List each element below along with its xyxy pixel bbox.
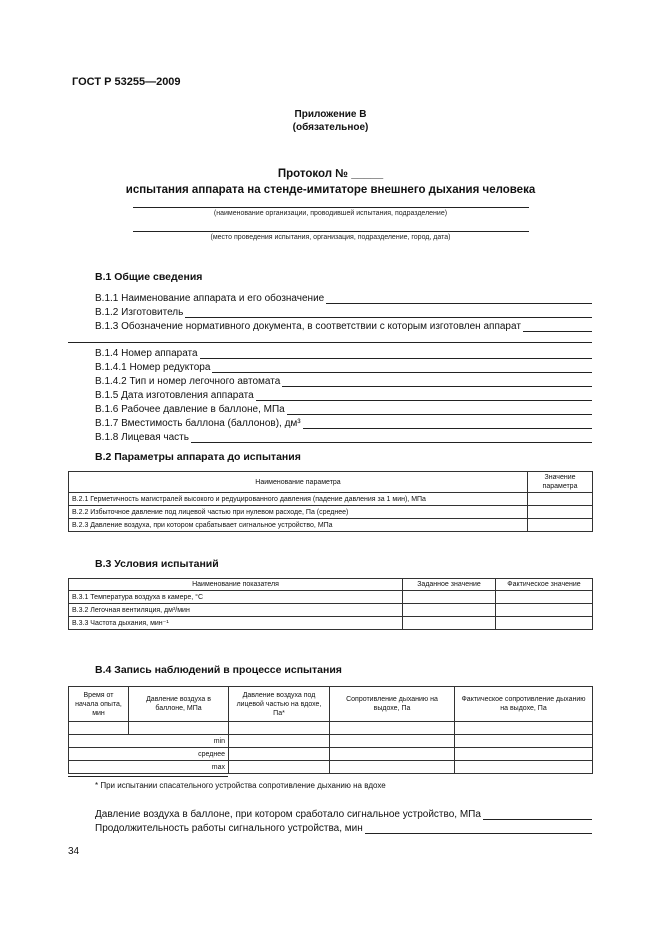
b3-row-set[interactable] — [403, 604, 496, 617]
field-b1-3-continuation — [68, 342, 592, 343]
table-row — [69, 735, 593, 748]
org-caption: (наименование организации, проводившей испытания, подразделение) — [213, 210, 448, 217]
section-b3-title: В.3 Условия испытаний — [95, 558, 219, 570]
b4-stat-mean: среднее — [69, 748, 229, 761]
b3-row-label: В.3.3 Частота дыхания, мин⁻¹ — [69, 617, 403, 630]
b4-stat-max: max — [69, 761, 229, 774]
field-alarm-pressure[interactable]: Давление воздуха в баллоне, при котором сработало сигнальное устройство, МПа — [95, 806, 592, 820]
table-b4 — [68, 686, 593, 774]
b3-col-actual: Фактическое значение — [496, 579, 593, 591]
b4-cell[interactable] — [229, 722, 330, 735]
b4-col-time: Время от начала опыта, мин — [69, 687, 129, 722]
appendix-status: (обязательное) — [292, 122, 369, 133]
field-b1-4[interactable]: В.1.4 Номер аппарата — [95, 345, 592, 359]
protocol-title: Протокол № _____ — [277, 168, 384, 180]
table-row — [69, 604, 593, 617]
b3-col-name: Наименование показателя — [69, 579, 403, 591]
b3-row-set[interactable] — [403, 591, 496, 604]
table-row — [69, 722, 593, 735]
b4-cell[interactable] — [229, 735, 330, 748]
protocol-subtitle: испытания аппарата на стенде-имитаторе внешнего дыхания человека — [125, 184, 536, 196]
b4-cell[interactable] — [330, 735, 455, 748]
b3-row-label: В.3.2 Легочная вентиляция, дм³/мин — [69, 604, 403, 617]
field-b1-2[interactable]: В.1.2 Изготовитель — [95, 304, 592, 318]
b2-row-label: В.2.1 Герметичность магистралей высокого и редуцированного давления (падение давления за 1 мин), МПа — [69, 493, 528, 506]
b4-col-actual-resistance: Фактическое сопротивление дыханию на выдохе, Па — [455, 687, 593, 722]
field-b1-6[interactable]: В.1.6 Рабочее давление в баллоне, МПа — [95, 401, 592, 415]
field-b1-3[interactable]: В.1.3 Обозначение нормативного документа, в соответствии с которым изготовлен аппарат — [95, 318, 592, 332]
field-b1-8[interactable]: В.1.8 Лицевая часть — [95, 429, 592, 443]
table-row — [69, 519, 593, 532]
b3-row-actual[interactable] — [496, 617, 593, 630]
b2-row-value[interactable] — [528, 493, 593, 506]
table-row — [69, 748, 593, 761]
b3-col-set: Заданное значение — [403, 579, 496, 591]
page-number: 34 — [68, 846, 80, 857]
b2-row-value[interactable] — [528, 506, 593, 519]
b3-row-label: В.3.1 Температура воздуха в камере, °С — [69, 591, 403, 604]
b4-cell[interactable] — [229, 761, 330, 774]
b3-row-actual[interactable] — [496, 591, 593, 604]
b2-row-label: В.2.2 Избыточное давление под лицевой частью при нулевом расходе, Па (среднее) — [69, 506, 528, 519]
b4-cell[interactable] — [330, 722, 455, 735]
field-alarm-duration[interactable]: Продолжительность работы сигнального устройства, мин — [95, 820, 592, 834]
place-caption: (место проведения испытания, организация, подразделение, город, дата) — [210, 234, 451, 241]
table-b2 — [68, 471, 593, 532]
table-b3 — [68, 578, 593, 630]
b3-row-actual[interactable] — [496, 604, 593, 617]
place-line — [133, 231, 529, 232]
b4-cell[interactable] — [330, 761, 455, 774]
appendix-title: Приложение В — [294, 109, 367, 120]
field-b1-1[interactable]: В.1.1 Наименование аппарата и его обозначение — [95, 290, 592, 304]
table-row — [69, 617, 593, 630]
b4-col-resistance: Сопротивление дыханию на выдохе, Па — [330, 687, 455, 722]
field-b1-5[interactable]: В.1.5 Дата изготовления аппарата — [95, 387, 592, 401]
b3-row-set[interactable] — [403, 617, 496, 630]
field-b1-7[interactable]: В.1.7 Вместимость баллона (баллонов), дм³ — [95, 415, 592, 429]
b4-cell[interactable] — [129, 722, 229, 735]
b4-cell[interactable] — [330, 748, 455, 761]
b4-cell[interactable] — [455, 748, 593, 761]
field-b1-4-2[interactable]: В.1.4.2 Тип и номер легочного автомата — [95, 373, 592, 387]
b4-cell[interactable] — [229, 748, 330, 761]
section-b2-title: В.2 Параметры аппарата до испытания — [95, 451, 301, 463]
standard-header: ГОСТ Р 53255—2009 — [72, 76, 181, 88]
table-row — [69, 761, 593, 774]
table-row — [69, 506, 593, 519]
b2-row-label: В.2.3 Давление воздуха, при котором срабатывает сигнальное устройство, МПа — [69, 519, 528, 532]
section-b1-title: В.1 Общие сведения — [95, 271, 203, 283]
b4-cell[interactable] — [455, 761, 593, 774]
b4-col-cylinder-pressure: Давление воздуха в баллоне, МПа — [129, 687, 229, 722]
b4-cell[interactable] — [455, 722, 593, 735]
footnote: * При испытании спасательного устройства сопротивление дыханию на вдохе — [95, 781, 386, 790]
b4-stat-min: min — [69, 735, 229, 748]
org-line — [133, 207, 529, 208]
b4-cell[interactable] — [455, 735, 593, 748]
b4-cell[interactable] — [69, 722, 129, 735]
b4-col-mask-pressure: Давление воздуха под лицевой частью на вдохе, Па* — [229, 687, 330, 722]
b2-col-name: Наименование параметра — [69, 472, 528, 493]
table-row — [69, 591, 593, 604]
field-b1-4-1[interactable]: В.1.4.1 Номер редуктора — [95, 359, 592, 373]
table-row — [69, 493, 593, 506]
b2-row-value[interactable] — [528, 519, 593, 532]
section-b4-title: В.4 Запись наблюдений в процессе испытания — [95, 664, 342, 676]
b2-col-value: Значение параметра — [528, 472, 593, 493]
footnote-separator — [68, 776, 228, 777]
